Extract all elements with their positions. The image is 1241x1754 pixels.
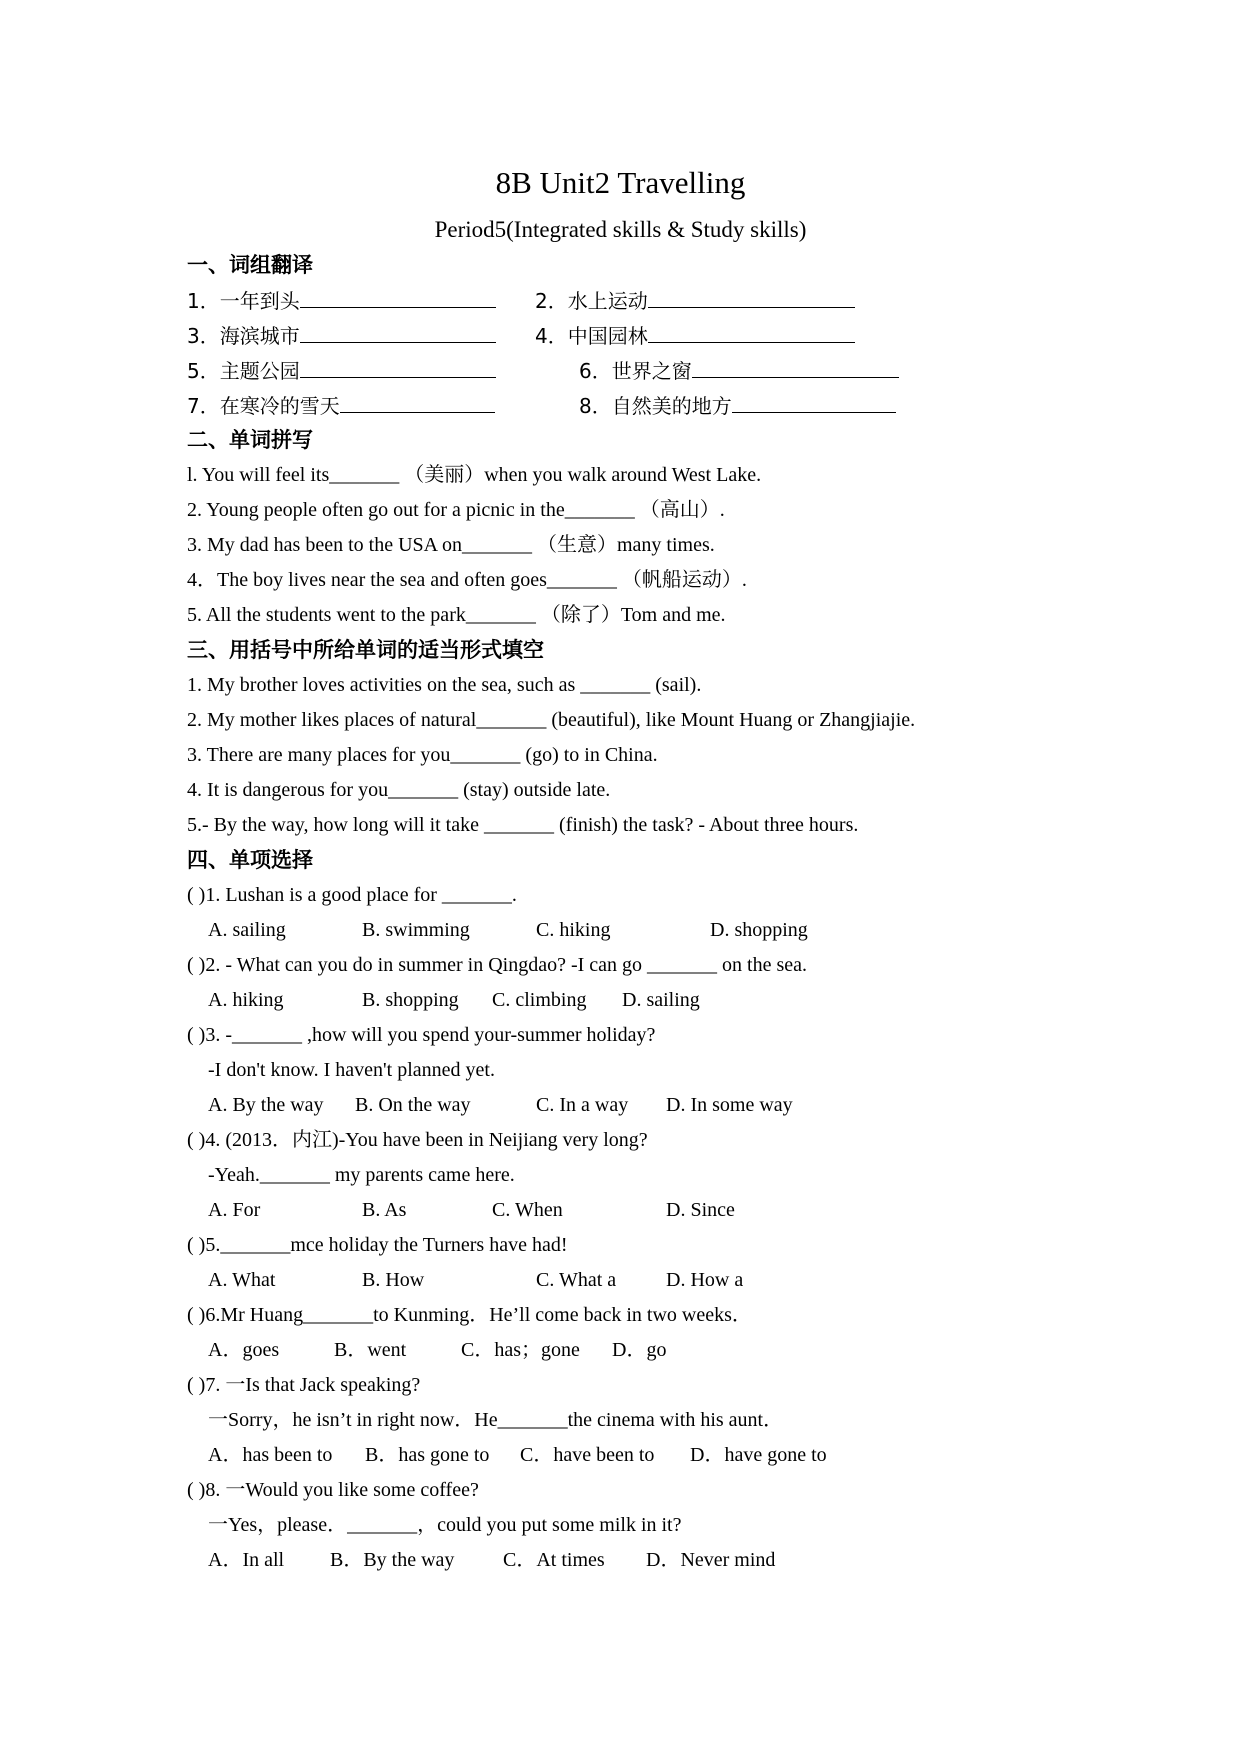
answer-blank[interactable] <box>300 355 496 378</box>
page-title: 8B Unit2 Travelling <box>495 165 746 200</box>
option-b[interactable]: B. As <box>362 1199 407 1221</box>
option-c[interactable]: C. What a <box>536 1269 617 1291</box>
form-item-5: 5.- By the way, how long will it take _______ (finish) the task? - About three hours. <box>187 814 859 836</box>
answer-blank[interactable] <box>300 285 496 308</box>
answer-blank[interactable] <box>340 390 495 413</box>
option-c[interactable]: C．At times <box>503 1549 605 1571</box>
section1-heading: 一、词组翻译 <box>187 253 313 277</box>
phrase-text: 一年到头 <box>219 289 300 313</box>
form-item-1: 1. My brother loves activities on the sea, such as _______ (sail). <box>187 674 702 696</box>
phrase-text: 自然美的地方 <box>611 394 732 418</box>
phrase-item-4 <box>535 320 855 351</box>
question-followup: 一Sorry，he isn’t in right now．He_______the cinema with his aunt． <box>208 1409 784 1431</box>
phrase-item-8 <box>579 390 896 421</box>
phrase-text: 主题公园 <box>219 359 300 383</box>
spelling-item-2: 2. Young people often go out for a picnic in the_______ （高山）. <box>187 499 725 521</box>
phrase-num: 3． <box>187 324 220 348</box>
option-a[interactable]: A．goes <box>208 1339 280 1361</box>
option-a[interactable]: A. By the way <box>208 1094 324 1116</box>
option-d[interactable]: D. In some way <box>666 1094 793 1116</box>
phrase-item-7 <box>187 390 495 421</box>
answer-blank[interactable] <box>732 390 896 413</box>
section2-heading: 二、单词拼写 <box>187 428 313 452</box>
phrase-item-6 <box>579 355 899 386</box>
option-a[interactable]: A. sailing <box>208 919 286 941</box>
spelling-item-3: 3. My dad has been to the USA on_______ （生意）many times. <box>187 534 715 556</box>
option-c[interactable]: C. hiking <box>536 919 611 941</box>
option-d[interactable]: D．Never mind <box>646 1549 776 1571</box>
choice-question-5: ( )5._______mce holiday the Turners have had! <box>187 1234 568 1256</box>
section3-heading: 三、用括号中所给单词的适当形式填空 <box>187 638 544 662</box>
option-d[interactable]: D. Since <box>666 1199 735 1221</box>
option-b[interactable]: B．has gone to <box>365 1444 490 1466</box>
option-b[interactable]: B. swimming <box>362 919 470 941</box>
phrase-text: 世界之窗 <box>611 359 692 383</box>
phrase-text: 中国园林 <box>567 324 648 348</box>
spelling-item-5: 5. All the students went to the park_______ （除了）Tom and me. <box>187 604 726 626</box>
option-c[interactable]: C. climbing <box>492 989 587 1011</box>
phrase-num: 8． <box>579 394 612 418</box>
option-c[interactable]: C．has；gone <box>461 1339 580 1361</box>
choice-question-8: ( )8. 一Would you like some coffee? <box>187 1479 479 1501</box>
choice-question-3: ( )3. -_______ ,how will you spend your-summer holiday? <box>187 1024 656 1046</box>
option-a[interactable]: A. What <box>208 1269 276 1291</box>
answer-blank[interactable] <box>648 320 855 343</box>
option-d[interactable]: D. sailing <box>622 989 700 1011</box>
phrase-item-3 <box>187 320 496 351</box>
section4-heading: 四、单项选择 <box>187 848 313 872</box>
option-c[interactable]: C．have been to <box>520 1444 655 1466</box>
choice-question-6: ( )6.Mr Huang_______to Kunming．He’ll come back in two weeks． <box>187 1304 752 1326</box>
option-b[interactable]: B．By the way <box>330 1549 455 1571</box>
question-followup: -Yeah._______ my parents came here. <box>208 1164 515 1186</box>
phrase-num: 6． <box>579 359 612 383</box>
phrase-text: 海滨城市 <box>219 324 300 348</box>
answer-blank[interactable] <box>648 285 855 308</box>
option-a[interactable]: A．In all <box>208 1549 285 1571</box>
choice-question-7: ( )7. 一Is that Jack speaking? <box>187 1374 421 1396</box>
option-b[interactable]: B．went <box>334 1339 407 1361</box>
phrase-item-1 <box>187 285 496 316</box>
phrase-item-5 <box>187 355 496 386</box>
option-d[interactable]: D．have gone to <box>690 1444 827 1466</box>
form-item-3: 3. There are many places for you_______ (go) to in China. <box>187 744 658 766</box>
option-b[interactable]: B. How <box>362 1269 425 1291</box>
phrase-text: 水上运动 <box>567 289 648 313</box>
phrase-num: 1． <box>187 289 220 313</box>
option-c[interactable]: C. When <box>492 1199 563 1221</box>
phrase-num: 7． <box>187 394 220 418</box>
question-followup: -I don't know. I haven't planned yet. <box>208 1059 495 1081</box>
choice-question-4: ( )4. (2013．内江)-You have been in Neijiang very long? <box>187 1129 648 1151</box>
answer-blank[interactable] <box>692 355 899 378</box>
option-a[interactable]: A. hiking <box>208 989 284 1011</box>
phrase-num: 5． <box>187 359 220 383</box>
option-a[interactable]: A．has been to <box>208 1444 333 1466</box>
phrase-item-2 <box>535 285 855 316</box>
form-item-2: 2. My mother likes places of natural_______ (beautiful), like Mount Huang or Zhangjiajie. <box>187 709 916 731</box>
form-item-4: 4. It is dangerous for you_______ (stay) outside late. <box>187 779 611 801</box>
choice-question-2: ( )2. - What can you do in summer in Qingdao? -I can go _______ on the sea. <box>187 954 808 976</box>
spelling-item-4: 4．The boy lives near the sea and often goes_______ （帆船运动）. <box>187 569 747 591</box>
phrase-num: 4． <box>535 324 568 348</box>
option-b[interactable]: B. On the way <box>355 1094 471 1116</box>
option-b[interactable]: B. shopping <box>362 989 459 1011</box>
choice-question-1: ( )1. Lushan is a good place for _______. <box>187 884 517 906</box>
option-c[interactable]: C. In a way <box>536 1094 629 1116</box>
option-d[interactable]: D．go <box>612 1339 667 1361</box>
answer-blank[interactable] <box>300 320 496 343</box>
question-followup: 一Yes，please．_______，could you put some milk in it? <box>208 1514 682 1536</box>
phrase-text: 在寒冷的雪天 <box>219 394 340 418</box>
option-d[interactable]: D. shopping <box>710 919 808 941</box>
phrase-num: 2． <box>535 289 568 313</box>
spelling-item-1: l. You will feel its_______ （美丽）when you walk around West Lake. <box>187 464 762 486</box>
page-subtitle: Period5(Integrated skills & Study skills) <box>434 217 807 242</box>
option-a[interactable]: A. For <box>208 1199 261 1221</box>
option-d[interactable]: D. How a <box>666 1269 744 1291</box>
